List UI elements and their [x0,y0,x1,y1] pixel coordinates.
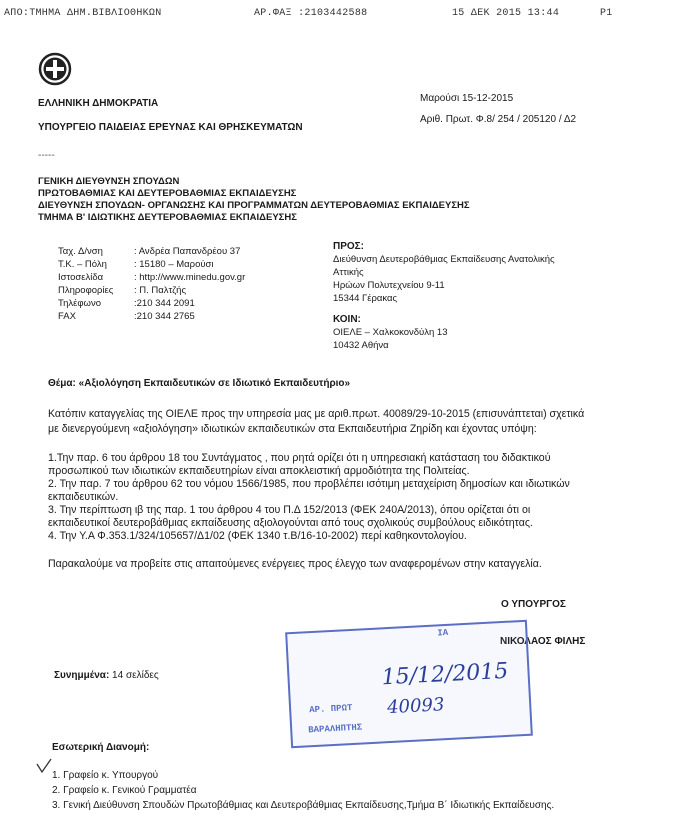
contact-value: : http://www.minedu.gov.gr [134,272,246,283]
stamp-line: ΙΑ [437,627,449,639]
attachments-label: Συνημμένα: [54,670,110,681]
contact-label: FAX [58,311,76,322]
protocol-number: Αριθ. Πρωτ. Φ.8/ 254 / 205120 / Δ2 [420,114,577,125]
registry-stamp [285,620,533,749]
republic-heading: ΕΛΛΗΝΙΚΗ ΔΗΜΟΚΡΑΤΙΑ [38,98,159,109]
contact-label: Ιστοσελίδα [58,272,104,283]
contact-label: Ταχ. Δ/νση [58,246,103,257]
point-line: 2. Την παρ. 7 του άρθρου 62 του νόμου 1566/1985, που προβλέπει ισότιμη μεταχείριση δημοσίων και ιδιωτικών [48,478,570,490]
contact-label: Τηλέφωνο [58,298,101,309]
fax-number: ΑΡ.ΦΑΞ :2103442588 [254,8,368,19]
cc-label: ΚΟΙΝ: [333,314,361,325]
to-line: Αττικής [333,267,364,278]
point-line: εκπαιδευτικών. [48,491,119,503]
stamp-line: ΑΡ. ΠΡΩΤ [308,703,353,716]
fax-page: P1 [600,8,613,19]
contact-label: Πληροφορίες [58,285,114,296]
distribution-item: 1. Γραφείο κ. Υπουργού [52,770,159,781]
signature-name: ΝΙΚΟΛΑΟΣ ΦΙΛΗΣ [500,636,586,647]
contact-label: Τ.Κ. – Πόλη [58,259,107,270]
distribution-item: 3. Γενική Διεύθυνση Σπουδών Πρωτοβάθμιας και Δευτεροβάθμιας Εκπαίδευσης,Τμήμα Β΄ Ιδιωτικής Εκπαίδευσης. [52,800,555,811]
directorate-line: ΓΕΝΙΚΗ ΔΙΕΥΘΥΝΣΗ ΣΠΟΥΔΩΝ [38,176,180,187]
fax-sender: ΑΠΟ:ΤΜΗΜΑ ΔΗΜ.ΒΙΒΛΙΟΘΗΚΩΝ [4,8,162,19]
contact-value: :210 344 2091 [134,298,195,309]
request-line: Παρακαλούμε να προβείτε στις απαιτούμενες ενέργειες προς έλεγχο των αναφερομένων στην καταγγελία. [48,558,542,570]
subject-line: Θέμα: «Αξιολόγηση Εκπαιδευτικών σε Ιδιωτικό Εκπαιδευτήριο» [48,378,351,389]
contact-value: : Ανδρέα Παπανδρέου 37 [134,246,241,257]
contact-value: : Π. Παλτζής [134,285,187,296]
to-line: 15344 Γέρακας [333,293,398,304]
signature-title: Ο ΥΠΟΥΡΓΟΣ [501,599,566,610]
fax-datetime: 15 ΔΕΚ 2015 13:44 [452,8,560,19]
place-date: Μαρούσι 15-12-2015 [420,93,514,104]
directorate-line: ΔΙΕΥΘΥΝΣΗ ΣΠΟΥΔΩΝ- ΟΡΓΑΝΩΣΗΣ ΚΑΙ ΠΡΟΓΡΑΜΜΑΤΩΝ ΔΕΥΤΕΡΟΒΑΘΜΙΑΣ ΕΚΠΑΙΔΕΥΣΗΣ [38,200,470,211]
point-line: προσωπικού των ιδιωτικών εκπαιδευτηρίων είναι αποκλειστική αρμοδιότητα της Πολιτείας. [48,465,470,477]
stamp-handwritten-date: 15/12/2015 [380,658,509,691]
stamp-line: ΒΑΡΑΛΗΠΤΗΣ [308,722,363,736]
cc-line: 10432 Αθήνα [333,340,389,351]
stamp-handwritten-number: 40093 [386,694,445,719]
point-line: 3. Την περίπτωση ιβ της παρ. 1 του άρθρου 4 του Π.Δ 152/2013 (ΦΕΚ 240Α/2013), όπου ορίζεται ότι οι [48,504,531,516]
contact-value: :210 344 2765 [134,311,195,322]
to-line: Διεύθυνση Δευτεροβάθμιας Εκπαίδευσης Ανατολικής [333,254,555,265]
greek-emblem-icon [38,52,72,86]
attachments [54,670,159,681]
distribution-title: Εσωτερική Διανομή: [52,742,150,753]
contact-value: : 15180 – Μαρούσι [134,259,214,270]
point-line: εκπαιδευτικοί δευτεροβάθμιας εκπαίδευσης αξιολογούνται από τους σχολικούς συμβούλους ειδικότητας. [48,517,533,529]
directorate-line: ΤΜΗΜΑ Β' ΙΔΙΩΤΙΚΗΣ ΔΕΥΤΕΡΟΒΑΘΜΙΑΣ ΕΚΠΑΙΔΕΥΣΗΣ [38,212,297,223]
separator-dashes: ----- [38,150,55,161]
cc-line: ΟΙΕΛΕ – Χαλκοκονδύλη 13 [333,327,448,338]
distribution-item: 2. Γραφείο κ. Γενικού Γραμματέα [52,785,197,796]
ministry-heading: ΥΠΟΥΡΓΕΙΟ ΠΑΙΔΕΙΑΣ ΕΡΕΥΝΑΣ ΚΑΙ ΘΡΗΣΚΕΥΜΑΤΩΝ [38,122,303,133]
to-label: ΠΡΟΣ: [333,241,365,252]
to-line: Ηρώων Πολυτεχνείου 9-11 [333,280,445,291]
attachments-value: 14 σελίδες [109,670,159,681]
directorate-line: ΠΡΩΤΟΒΑΘΜΙΑΣ ΚΑΙ ΔΕΥΤΕΡΟΒΑΘΜΙΑΣ ΕΚΠΑΙΔΕΥΣΗΣ [38,188,297,199]
checkmark-icon [36,758,52,774]
point-line: 4. Την Υ.Α Φ.353.1/324/105657/Δ1/02 (ΦΕΚ 1340 τ.Β/16-10-2002) περί καθηκοντολογίου. [48,530,467,542]
intro-line: Κατόπιν καταγγελίας της ΟΙΕΛΕ προς την υπηρεσία μας με αριθ.πρωτ. 40089/29-10-2015 (επισυνάπτεται) σχετικά [48,408,585,420]
intro-line: με διενεργούμενη «αξιολόγηση» ιδιωτικών εκπαιδευτικών στα Εκπαιδευτήρια Ζηρίδη και έχοντας υπόψη: [48,423,537,435]
point-line: 1.Την παρ. 6 του άρθρου 18 του Συντάγματος , που ρητά ορίζει ότι η υπηρεσιακή κατάσταση του διδακτικού [48,452,551,464]
